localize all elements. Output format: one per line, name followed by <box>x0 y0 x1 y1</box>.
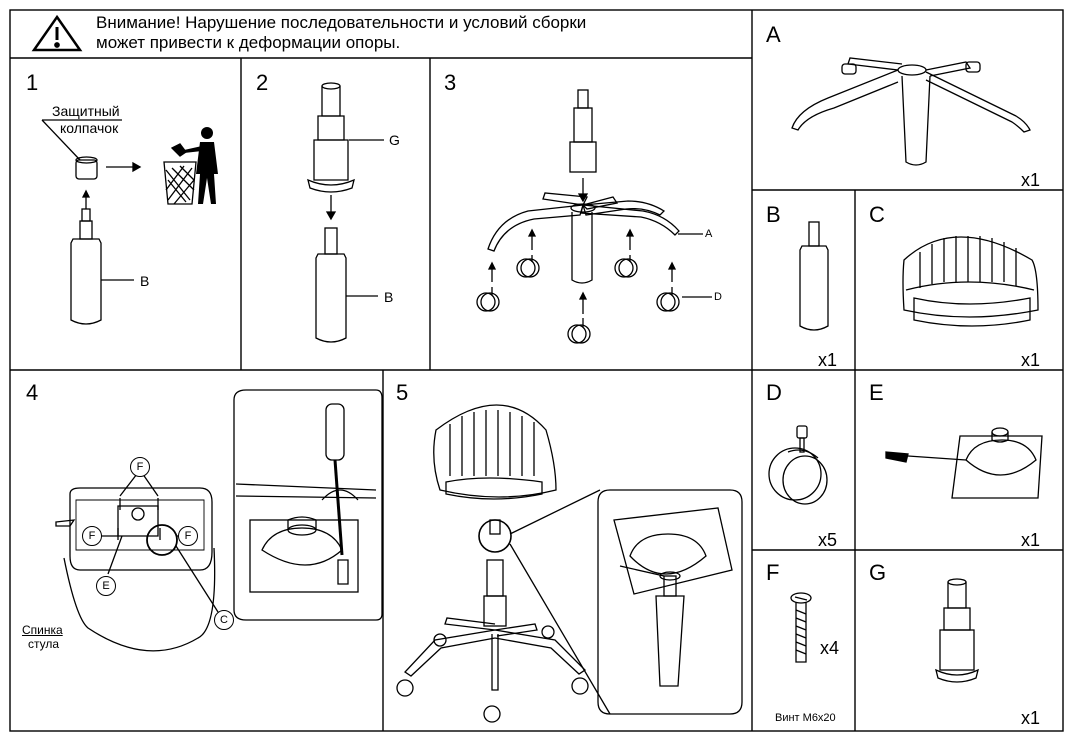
step5-illustration <box>397 405 742 722</box>
step2-part-g-label: G <box>389 132 400 148</box>
part-c-seat <box>903 236 1038 326</box>
person-discarding-icon <box>184 127 218 204</box>
part-g-letter: G <box>869 560 887 585</box>
step-number-5: 5 <box>396 380 409 405</box>
step3-part-d-label: D <box>714 291 722 303</box>
part-d-qty: x5 <box>818 530 838 550</box>
step4-f-marker-right: F <box>178 526 198 546</box>
step2-part-b-label: B <box>384 289 394 305</box>
step3-illustration <box>477 90 712 343</box>
part-a-qty: x1 <box>1021 170 1041 190</box>
part-a-base <box>792 58 1030 165</box>
part-b-qty: x1 <box>818 350 838 370</box>
part-g-qty: x1 <box>1021 708 1041 728</box>
warning-icon <box>34 17 80 50</box>
warning-line-1: Внимание! Нарушение последовательности и условий сборки <box>96 13 587 32</box>
part-g-gas-lift <box>936 579 978 682</box>
part-f-letter: F <box>766 560 780 585</box>
step4-e-marker: E <box>96 576 116 596</box>
back-label-line-2: стула <box>28 637 60 651</box>
step3-part-a-label: A <box>705 228 713 240</box>
step1-part-b-label: B <box>140 273 150 289</box>
step-number-4: 4 <box>26 380 39 405</box>
part-c-qty: x1 <box>1021 350 1041 370</box>
part-f-qty: x4 <box>820 638 840 658</box>
step4-f-marker-top: F <box>130 457 150 477</box>
part-f-screw <box>791 593 811 662</box>
part-f-note: Винт М6х20 <box>775 712 836 724</box>
part-b-cylinder <box>800 222 828 330</box>
part-a-letter: A <box>766 22 781 47</box>
step-number-1: 1 <box>26 70 39 95</box>
part-e-letter: E <box>869 380 884 405</box>
step4-f-marker-left: F <box>82 526 102 546</box>
part-e-qty: x1 <box>1021 530 1041 550</box>
part-d-caster <box>769 426 827 504</box>
step-number-2: 2 <box>256 70 269 95</box>
part-c-letter: C <box>869 202 885 227</box>
back-label-line-1: Спинка <box>22 623 63 637</box>
step1-illustration <box>42 120 140 324</box>
part-d-letter: D <box>766 380 782 405</box>
step-number-3: 3 <box>444 70 457 95</box>
cap-label-line-2: колпачок <box>60 120 119 136</box>
step2-illustration <box>308 83 384 342</box>
cap-label-line-1: Защитный <box>52 103 120 119</box>
warning-text <box>96 13 586 53</box>
part-e-mechanism <box>886 428 1042 498</box>
warning-line-2: может привести к деформации опоры. <box>96 33 401 52</box>
step4-c-marker: C <box>214 610 234 630</box>
part-b-letter: B <box>766 202 781 227</box>
trash-bin-icon <box>164 144 196 204</box>
